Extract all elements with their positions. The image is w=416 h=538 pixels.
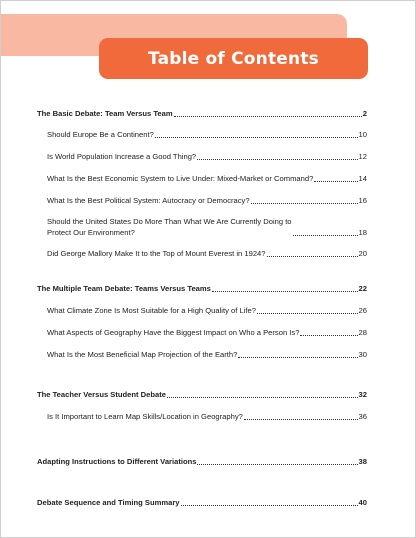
toc-section-title: Adapting Instructions to Different Variations bbox=[37, 457, 197, 466]
dot-leader bbox=[167, 397, 358, 398]
dot-leader bbox=[244, 419, 358, 420]
page-title: Table of Contents bbox=[148, 48, 319, 69]
toc-item-label-line: Protect Our Environment? bbox=[47, 228, 135, 237]
toc-section-basic-debate[interactable] bbox=[37, 109, 367, 119]
dot-leader bbox=[314, 181, 357, 182]
toc-page-number: 20 bbox=[358, 249, 367, 258]
toc-item-label: Is World Population Increase a Good Thing? bbox=[47, 152, 197, 161]
toc-item[interactable] bbox=[37, 196, 367, 206]
dot-leader bbox=[155, 137, 358, 138]
toc-item-label: What Is the Best Political System: Autocracy or Democracy? bbox=[47, 196, 250, 205]
toc-page-number: 22 bbox=[358, 284, 367, 293]
dot-leader bbox=[293, 235, 358, 236]
toc-item-label: Is It Important to Learn Map Skills/Location in Geography? bbox=[47, 412, 243, 421]
toc-item-label: Did George Mallory Make It to the Top of Mount Everest in 1924? bbox=[47, 249, 266, 258]
toc-page-number: 10 bbox=[358, 130, 367, 139]
toc-item[interactable] bbox=[37, 152, 367, 162]
dot-leader bbox=[257, 313, 358, 314]
toc-section-title: The Basic Debate: Team Versus Team bbox=[37, 109, 173, 118]
toc-page-number: 2 bbox=[362, 109, 367, 118]
toc-page-number: 40 bbox=[358, 498, 367, 507]
toc-item[interactable] bbox=[37, 350, 367, 360]
dot-leader bbox=[251, 203, 358, 204]
toc-item-label-line: Should the United States Do More Than What We Are Currently Doing to bbox=[47, 217, 292, 226]
toc-page-number: 38 bbox=[358, 457, 367, 466]
toc-section-title: The Teacher Versus Student Debate bbox=[37, 390, 166, 399]
toc-item[interactable] bbox=[37, 174, 367, 184]
toc-page-number: 28 bbox=[358, 328, 367, 337]
toc-section-title: Debate Sequence and Timing Summary bbox=[37, 498, 180, 507]
dot-leader bbox=[238, 357, 357, 358]
toc-page-number: 36 bbox=[358, 412, 367, 421]
toc-item[interactable] bbox=[37, 249, 367, 259]
toc-item-label: What Is the Best Economic System to Live Under: Mixed-Market or Command? bbox=[47, 174, 314, 183]
dot-leader bbox=[300, 335, 357, 336]
dot-leader bbox=[212, 291, 358, 292]
title-banner bbox=[99, 38, 368, 79]
toc-item[interactable] bbox=[37, 306, 367, 316]
toc-section-debate-sequence[interactable] bbox=[37, 498, 367, 508]
toc-page-number: 12 bbox=[358, 152, 367, 161]
toc-item-label: What Aspects of Geography Have the Biggest Impact on Who a Person Is? bbox=[47, 328, 300, 337]
table-of-contents bbox=[37, 109, 367, 508]
dot-leader bbox=[197, 464, 357, 465]
dot-leader bbox=[267, 256, 358, 257]
toc-item-label: What Climate Zone Is Most Suitable for a High Quality of Life? bbox=[47, 306, 256, 315]
toc-page-number: 18 bbox=[358, 228, 367, 237]
toc-page-number: 32 bbox=[358, 390, 367, 399]
dot-leader bbox=[174, 116, 362, 117]
toc-item[interactable] bbox=[37, 216, 367, 238]
toc-page-number: 30 bbox=[358, 350, 367, 359]
toc-page-number: 16 bbox=[358, 196, 367, 205]
toc-section-adapting-instructions[interactable] bbox=[37, 457, 367, 467]
toc-page-number: 14 bbox=[358, 174, 367, 183]
toc-section-title: The Multiple Team Debate: Teams Versus Teams bbox=[37, 284, 211, 293]
toc-section-teacher-student-debate[interactable] bbox=[37, 390, 367, 400]
toc-item[interactable] bbox=[37, 130, 367, 140]
toc-item-label: Should Europe Be a Continent? bbox=[47, 130, 154, 139]
toc-page-number: 26 bbox=[358, 306, 367, 315]
toc-section-multiple-team-debate[interactable] bbox=[37, 284, 367, 294]
toc-item[interactable] bbox=[37, 412, 367, 422]
toc-item[interactable] bbox=[37, 328, 367, 338]
toc-item-label: What Is the Most Beneficial Map Projection of the Earth? bbox=[47, 350, 238, 359]
dot-leader bbox=[197, 159, 357, 160]
dot-leader bbox=[181, 505, 358, 506]
toc-item-label bbox=[47, 216, 292, 238]
